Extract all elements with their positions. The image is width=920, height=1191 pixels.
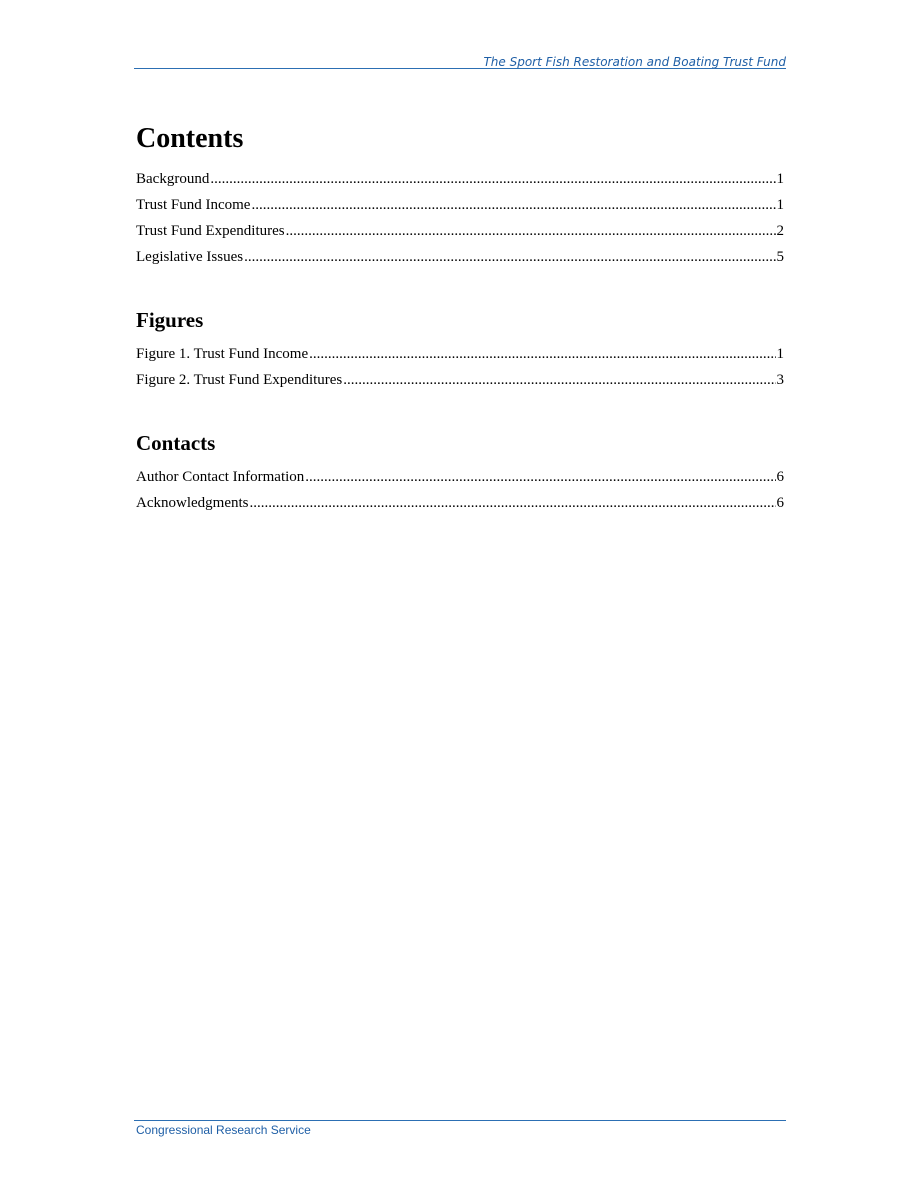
contents-list	[136, 166, 784, 270]
footer-divider	[134, 1120, 786, 1121]
toc-entry-page: 5	[776, 248, 784, 265]
toc-entry-trust-fund-income[interactable]	[136, 192, 784, 218]
contacts-list	[136, 464, 784, 516]
toc-entry-title: Figure 1. Trust Fund Income	[136, 345, 309, 362]
dot-leader	[210, 166, 775, 192]
toc-entry-page: 2	[776, 222, 784, 239]
toc-entry-title: Acknowledgments	[136, 494, 249, 511]
toc-entry-figure-1[interactable]	[136, 341, 784, 367]
section-spacer	[136, 393, 784, 431]
contacts-heading: Contacts	[136, 430, 216, 455]
toc-entry-page: 3	[776, 371, 784, 388]
table-of-contents	[136, 122, 784, 516]
contents-heading: Contents	[136, 123, 244, 154]
toc-entry-author-contact[interactable]	[136, 464, 784, 490]
header-divider	[134, 68, 786, 69]
dot-leader	[249, 490, 775, 516]
dot-leader	[251, 192, 775, 218]
toc-entry-legislative-issues[interactable]	[136, 244, 784, 270]
running-header-title: The Sport Fish Restoration and Boating Trust Fund	[483, 55, 786, 69]
dot-leader	[305, 464, 775, 490]
toc-entry-page: 1	[776, 345, 784, 362]
toc-entry-title: Background	[136, 170, 210, 187]
toc-entry-title: Trust Fund Expenditures	[136, 222, 285, 239]
toc-entry-figure-2[interactable]	[136, 367, 784, 393]
toc-entry-title: Trust Fund Income	[136, 196, 251, 213]
figures-list	[136, 341, 784, 393]
dot-leader	[244, 244, 775, 270]
dot-leader	[343, 367, 775, 393]
toc-entry-page: 1	[776, 170, 784, 187]
toc-entry-acknowledgments[interactable]	[136, 490, 784, 516]
toc-entry-page: 6	[776, 494, 784, 511]
toc-entry-title: Legislative Issues	[136, 248, 244, 265]
figures-heading: Figures	[136, 307, 204, 332]
toc-entry-page: 1	[776, 196, 784, 213]
section-spacer	[136, 270, 784, 308]
toc-entry-title: Author Contact Information	[136, 468, 305, 485]
dot-leader	[309, 341, 775, 367]
dot-leader	[286, 218, 776, 244]
toc-entry-background[interactable]	[136, 166, 784, 192]
toc-entry-title: Figure 2. Trust Fund Expenditures	[136, 371, 343, 388]
running-footer-organization: Congressional Research Service	[136, 1123, 311, 1137]
toc-entry-trust-fund-expenditures[interactable]	[136, 218, 784, 244]
toc-entry-page: 6	[776, 468, 784, 485]
